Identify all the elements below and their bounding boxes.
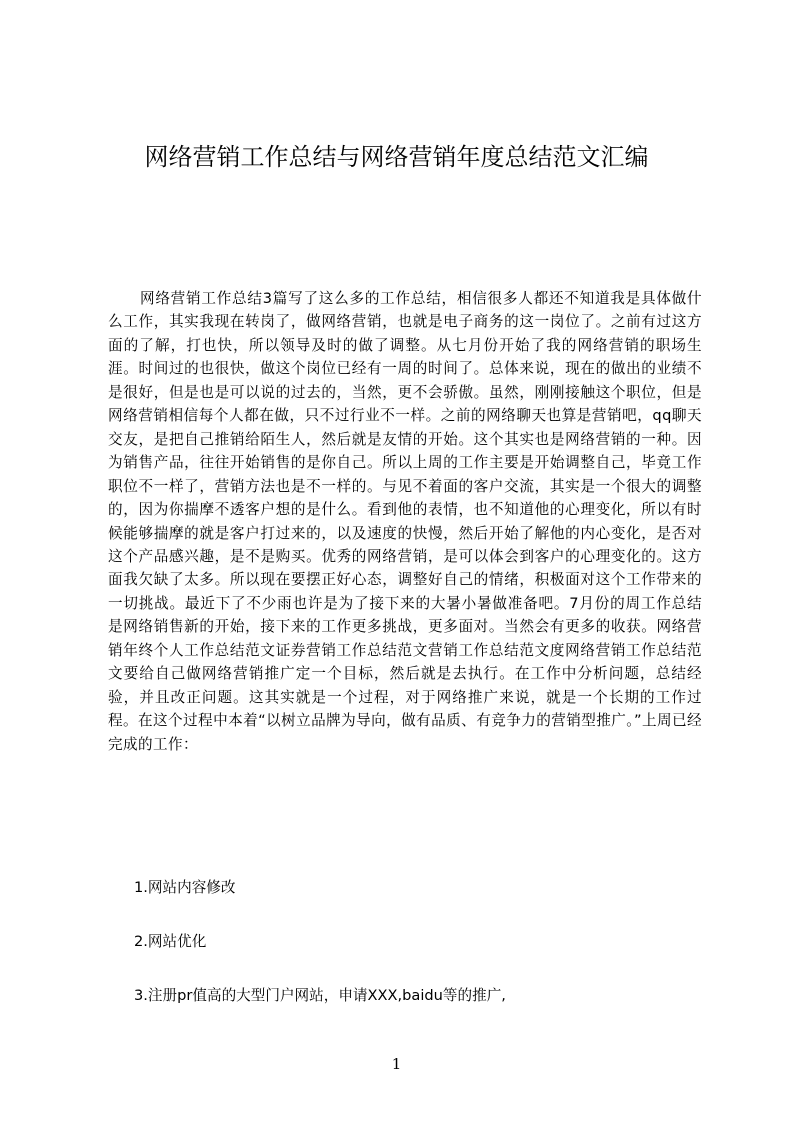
document-title: 网络营销工作总结与网络营销年度总结范文汇编	[144, 143, 649, 171]
list-item: 3.注册pr值高的大型门户网站，申请XXX,baidu等的推广,	[134, 987, 506, 1004]
body-paragraph: 网络营销工作总结3篇写了这么多的工作总结，相信很多人都还不知道我是具体做什么工作，其实我现在转岗了，做网络营销，也就是电子商务的这一岗位了。之前有过这方面的了解，打也快，所以领导及时的做了调整。从七月份开始了我的网络营销的职场生涯。时间过的也很快，做这个岗位已经有一周的时间了。总体来说，现在的做出的业绩不是很好，但是也是可以说的过去的，当然，更不会骄傲。虽然，刚刚接触这个职位，但是网络营销相信每个人都在做，只不过行业不一样。之前的网络聊天也算是营销吧，qq聊天交友，是把自己推销给陌生人，然后就是友情的开始。这个其实也是网络营销的一种。因为销售产品，往往开始销售的是你自己。所以上周的工作主要是开始调整自己，毕竟工作职位不一样了，营销方法也是不一样的。与见不着面的客户交流，其实是一个很大的调整的，因为你揣摩不透客户想的是什么。看到他的表情，也不知道他的心理变化，所以有时候能够揣摩的就是客户打过来的，以及速度的快慢，然后开始了解他的内心变化，是否对这个产品感兴趣，是不是购买。优秀的网络营销，是可以体会到客户的心理变化的。这方面我欠缺了太多。所以现在要摆正好心态，调整好自己的情绪，积极面对这个工作带来的一切挑战。最近下了不少雨也许是为了接下来的大暑小暑做准备吧。7月份的周工作总结是网络销售新的开始，接下来的工作更多挑战，更多面对。当然会有更多的收获。网络营销年终个人工作总结范文证券营销工作总结范文营销工作总结范文度网络营销工作总结范文要给自己做网络营销推广定一个目标，然后就是去执行。在工作中分析问题，总结经验，并且改正问题。这其实就是一个过程，对于网络推广来说，就是一个长期的工作过程。在这个过程中本着“以树立品牌为导向，做有品质、有竞争力的营销型推广。”上周已经完成的工作：	[108, 290, 702, 753]
list-item: 1.网站内容修改	[134, 879, 236, 896]
list-item: 2.网站优化	[134, 933, 207, 950]
page-number: 1	[391, 1055, 402, 1073]
